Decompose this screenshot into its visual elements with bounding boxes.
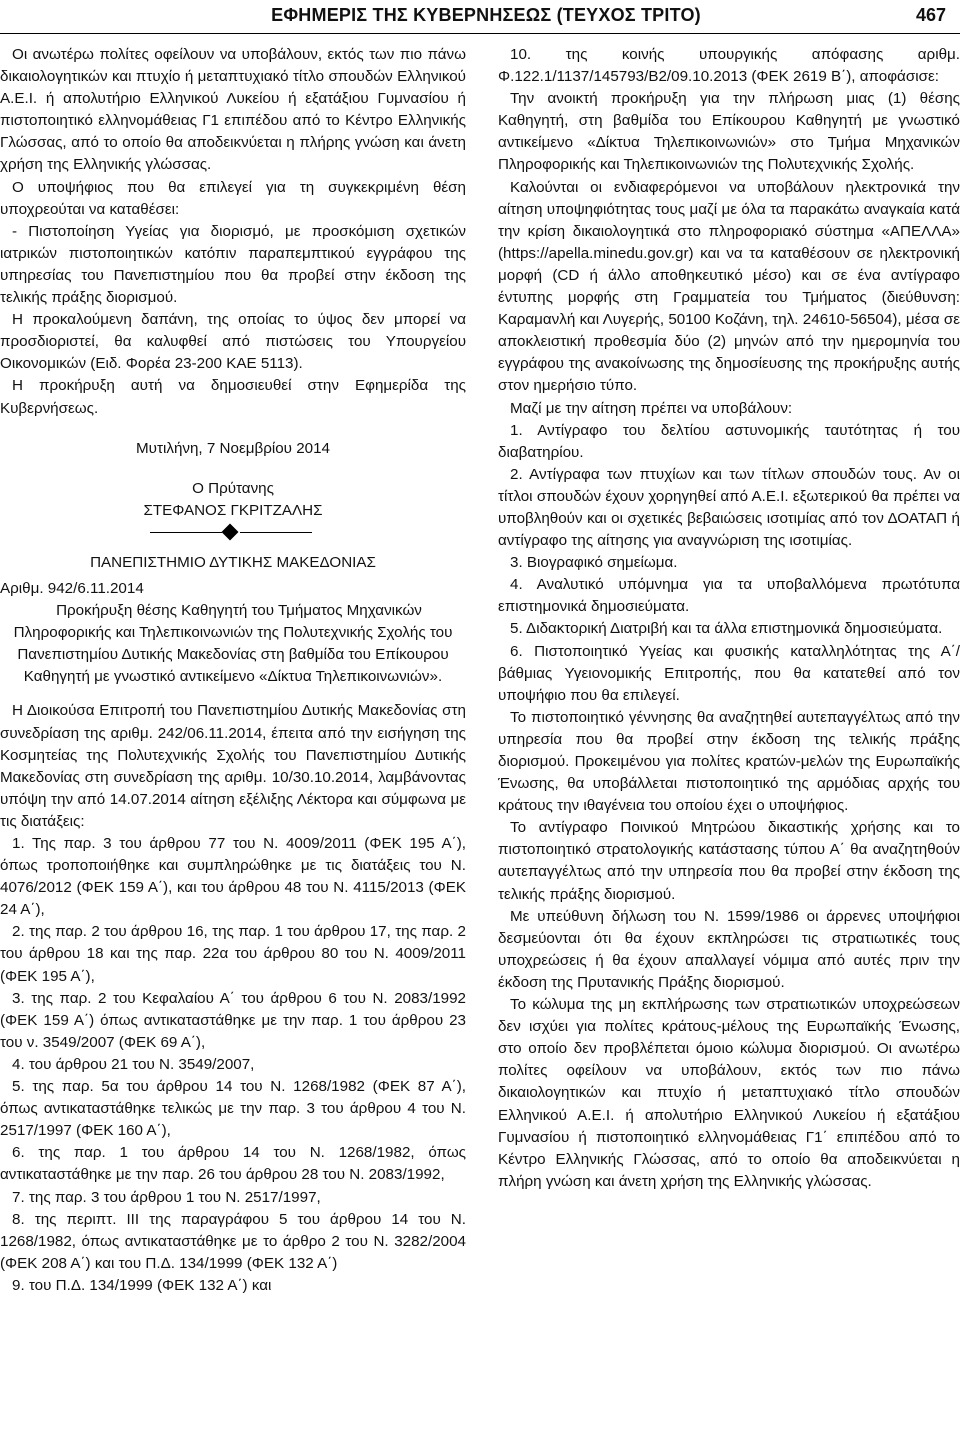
list-item: 2. Αντίγραφα των πτυχίων και των τίτλων σπουδών τους. Αν οι τίτλοι σπουδών έχουν χορηγηθεί από Α.Ε.Ι. εξωτερικού θα πρέπει να υποβληθούν και οι σχετικές βεβαιώσεις ισοτιμίας από τον ΔΟΑΤΑΠ ή αντίγραφο της αίτησης για αναγνώριση της ισοτιμίας. [498,465,960,550]
paragraph: Μαζί με την αίτηση πρέπει να υποβάλουν: [510,399,793,417]
list-item: 7. της παρ. 3 του άρθρου 1 του Ν. 2517/1997, [12,1188,321,1206]
list-item: 5. της παρ. 5α του άρθρου 14 του Ν. 1268/1982 (ΦΕΚ 87 Α΄), όπως αντικαταστάθηκε τελικώς με την παρ. 3 του άρθρου 4 του Ν. 2517/1997 (ΦΕΚ 160 Α΄), [0,1078,466,1140]
list-item: 8. της περιπτ. ΙΙΙ της παραγράφου 5 του άρθρου 14 του Ν. 1268/1982, όπως αντικαταστάθηκε με το άρθρο 2 του Ν. 3282/2004 (ΦΕΚ 208 Α΄) και του Π.Δ. 134/1999 (ΦΕΚ 132 Α΄) [0,1210,466,1272]
paragraph: Ο υποψήφιος που θα επιλεγεί για τη συγκεκριμένη θέση υποχρεούται να καταθέσει: [0,178,466,218]
journal-title: ΕΦΗΜΕΡΙΣ ΤΗΣ ΚΥΒΕΡΝΗΣΕΩΣ (ΤΕΥΧΟΣ ΤΡΙΤΟ) [271,5,701,25]
page-number: 467 [915,5,946,25]
list-item: 3. Βιογραφικό σημείωμα. [510,554,678,572]
page-header [0,0,960,36]
issuer-name: ΠΑΝΕΠΙΣΤΗΜΙΟ ΔΥΤΙΚΗΣ ΜΑΚΕΔΟΝΙΑΣ [90,553,376,571]
list-item: 3. της παρ. 2 του Κεφαλαίου Α΄ του άρθρου 6 του Ν. 2083/1992 (ΦΕΚ 159 Α΄) όπως αντικαταστάθηκε με την παρ. 1 του άρθρου 23 του ν. 3549/2007 (ΦΕΚ 69 Α΄), [0,989,466,1051]
paragraph: Με υπεύθυνη δήλωση του Ν. 1599/1986 οι άρρενες υποψήφιοι δεσμεύονται ότι θα έχουν εκπληρώσει τις στρατιωτικές τους υποχρεώσεις ή θα έχουν απαλλαγεί νόμιμα από αυτές πριν την έκδοση της Πρυτανικής Πράξης διορισμού. [498,907,960,991]
list-item: 2. της παρ. 2 του άρθρου 16, της παρ. 1 του άρθρου 17, της παρ. 2 του άρθρου 18 και της παρ. 22α του άρθρου 80 του Ν. 4009/2011 (ΦΕΚ 195 Α΄), [0,923,466,985]
diamond-icon [222,523,239,540]
paragraph: Το πιστοποιητικό γέννησης θα αναζητηθεί αυτεπαγγέλτως από την υπηρεσία που θα προβεί στην έκδοση της τελικής πράξης διορισμού. Προκειμένου για πολίτες κρατών-μελών της Ευρωπαϊκής Ένωσης, θα υποβάλλεται πιστοποιητικό της αρμόδιας αρχής του κράτους την ιθαγένεια του οποίου έχει ο υποψήφιος. [498,708,960,815]
list-item: 6. Πιστοποιητικό Υγείας και φυσικής καταλληλότητας της Α΄/βάθμιας Υγειονομικής Επιτροπής, που θα κατατεθεί από τον υποψήφιο που θα επιλεγεί. [498,642,960,704]
signature-date: Μυτιλήνη, 7 Νοεμβρίου 2014 [136,439,330,457]
signature-role: Ο Πρύτανης [192,479,274,497]
paragraph: Οι ανωτέρω πολίτες οφείλουν να υποβάλουν, εκτός των πιο πάνω δικαιολογητικών και πτυχίο ή μεταπτυχιακό τίτλο σπουδών Ελληνικού Α.Ε.Ι. ή απολυτήριο Ελληνικού Λυκείου ή εξατάξιου Γυμνασίου ή πιστοποιητικό ελληνομάθειας Γ1 επιπέδου από το Κέντρο Ελληνικής Γλώσσας, από το οποίο θα αποδεικνύεται η πλήρης γνώση και άνετη χρήση της Ελληνικής γλώσσας. [0,46,466,174]
list-item: 5. Διδακτορική Διατριβή και τα άλλα επιστημονικά δημοσιεύματα. [510,620,943,638]
reference-number: Αριθμ. 942/6.11.2014 [0,579,144,597]
paragraph: Το κώλυμα της μη εκπλήρωσης των στρατιωτικών υποχρεώσεων δεν ισχύει για πολίτες κράτους-μέλους της Ευρωπαϊκής Ένωσης, στο οποίο δεν προβλέπεται όμοιο κώλυμα διορισμού. Οι ανωτέρω πολίτες οφείλουν να υποβάλουν, εκτός των πιο πάνω δικαιολογητικών και πτυχίο ή μεταπτυχιακό τίτλο σπουδών Ελληνικού Α.Ε.Ι. ή απολυτήριο Ελληνικού Λυκείου ή εξατάξιου Γυμνασίου ή πιστοποιητικό ελληνομάθειας Γ1΄ επιπέδου από το Κέντρο Ελληνικής Γλώσσας, από το οποίο θα αποδεικνύεται η πλήρη γνώση και άνετη χρήση της Ελληνικής γλώσσας. [498,996,960,1190]
announcement-subject: Προκήρυξη θέσης Καθηγητή του Τμήματος Μηχανικών Πληροφορικής και Τηλεπικοινωνιών της Πολυτεχνικής Σχολής του Πανεπιστημίου Δυτικής Μακεδονίας στη βαθμίδα του Επίκουρου Καθηγητή με γνωστικό αντικείμενο «Δίκτυα Τηλεπικοινωνιών». [13,602,453,686]
list-item: 4. Αναλυτικό υπόμνημα για τα υποβαλλόμενα πρωτότυπα επιστημονικά δημοσιεύματα. [498,576,960,616]
separator-ornament [0,524,466,542]
right-column [498,44,960,1193]
left-column [0,44,466,1297]
paragraph: - Πιστοποίηση Υγείας για διορισμό, με προσκόμιση σχετικών ιατρικών πιστοποιητικών κατόπιν παραπεμπτικού εγγράφου της υπηρεσίας του Πανεπιστημίου που θα προβεί στην έκδοση της τελικής πράξης διορισμού. [0,222,466,307]
paragraph: Την ανοικτή προκήρυξη για την πλήρωση μιας (1) θέσης Καθηγητή, στη βαθμίδα του Επίκουρου Καθηγητή με γνωστικό αντικείμενο «Δίκτυα Τηλεπικοινωνιών» στο Τμήμα Μηχανικών Πληροφορικής και Τηλεπικοινωνιών της Πολυτεχνικής Σχολής. [498,90,960,174]
list-item: 4. του άρθρου 21 του Ν. 3549/2007, [12,1055,255,1073]
paragraph: Η Διοικούσα Επιτροπή του Πανεπιστημίου Δυτικής Μακεδονίας στη συνεδρίαση της αριθμ. 242/06.11.2014, έπειτα από την εισήγηση της Κοσμητείας της Πολυτεχνικής Σχολής του Πανεπιστημίου Δυτικής Μακεδονίας στη συνεδρίαση της αριθμ. 10/30.10.2014, λαμβάνοντας υπόψη την από 14.07.2014 αίτηση εξέλιξης Λέκτορα και σύμφωνα με τις διατάξεις: [0,702,466,830]
list-item: 1. Αντίγραφο του δελτίου αστυνομικής ταυτότητας ή του διαβατηρίου. [498,421,960,461]
paragraph: Καλούνται οι ενδιαφερόμενοι να υποβάλουν ηλεκτρονικά την αίτηση υποψηφιότητας τους μαζί με όλα τα παρακάτω αναγκαία κατά την κρίση δικαιολογητικά στο πληροφοριακό σύστημα «ΑΠΕΛΛΑ» (https://apella.minedu.gov.gr) και να τα καταθέσουν σε ηλεκτρονική μορφή (CD ή άλλο αποθηκευτικό μέσο) και σε ένα αντίγραφο έντυπης μορφής στη Γραμματεία του Τμήματος (διεύθυνση: Καραμανλή και Λυγερής, 50100 Κοζάνη, τηλ. 24610-56504), μέσα σε αποκλειστική προθεσμία δύο (2) μηνών από την ημερομηνία του εγγράφου της ανακοίνωσης της δημοσίευσης της προκήρυξης αυτής στον ημερήσιο τύπο. [498,178,960,395]
paragraph: Το αντίγραφο Ποινικού Μητρώου δικαστικής χρήσης και το πιστοποιητικό στρατολογικής κατάστασης τύπου Α΄ θα αναζητηθούν αυτεπαγγέλτως από την υπηρεσία που θα προβεί στην έκδοση της τελικής πράξης διορισμού. [498,819,960,903]
list-item: 1. Της παρ. 3 του άρθρου 77 του Ν. 4009/2011 (ΦΕΚ 195 Α΄), όπως τροποποιήθηκε και συμπληρώθηκε με τις διατάξεις του Ν. 4076/2012 (ΦΕΚ 159 Α΄), και του άρθρου 48 του Ν. 4115/2013 (ΦΕΚ 24 Α΄), [0,835,466,919]
signature-name: ΣΤΕΦΑΝΟΣ ΓΚΡΙΤΖΑΛΗΣ [143,501,323,519]
header-divider [0,33,960,34]
paragraph: Η προκήρυξη αυτή να δημοσιευθεί στην Εφημερίδα της Κυβερνήσεως. [0,377,466,417]
paragraph: Η προκαλούμενη δαπάνη, της οποίας το ύψος δεν μπορεί να προσδιοριστεί, θα καλυφθεί από πιστώσεις του Υπουργείου Οικονομικών (Ειδ. Φορέα 23-200 ΚΑΕ 5113). [0,311,466,373]
list-item: 9. του Π.Δ. 134/1999 (ΦΕΚ 132 Α΄) και [12,1276,272,1294]
list-item: 6. της παρ. 1 του άρθρου 14 του Ν. 1268/1982, όπως αντικαταστάθηκε με την παρ. 26 του άρθρου 28 του Ν. 2083/1992, [0,1144,466,1184]
list-item: 10. της κοινής υπουργικής απόφασης αριθμ. Φ.122.1/1137/145793/Β2/09.10.2013 (ΦΕΚ 2619 Β΄), αποφάσισε: [498,46,960,86]
